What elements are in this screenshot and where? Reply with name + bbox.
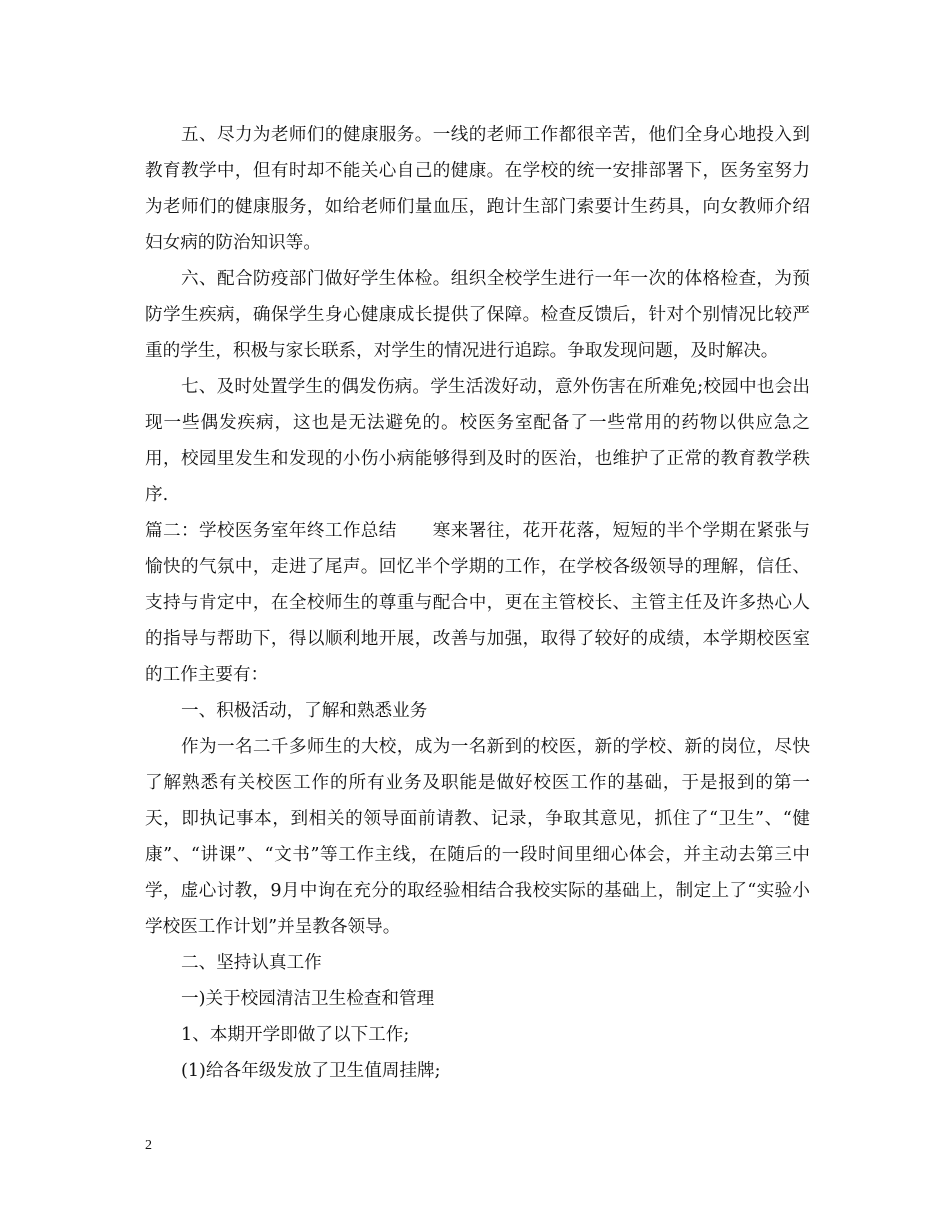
document-body: [145, 117, 810, 1089]
paragraph-5-teacher-health: 五、尽力为老师们的健康服务。一线的老师工作都很辛苦，他们全身心地投入到教育教学中，但有时却不能关心自己的健康。在学校的统一安排部署下，医务室努力为老师们的健康服务，如给老师们量血压，跑计生部门索要计生药具，向女教师介绍妇女病的防治知识等。: [145, 125, 810, 253]
paragraph-6-student-checkup: 六、配合防疫部门做好学生体检。组织全校学生进行一年一次的体格检查，为预防学生疾病，确保学生身心健康成长提供了保障。检查反馈后，针对个别情况比较严重的学生，积极与家长联系，对学生的情况进行追踪。争取发现问题，及时解决。: [145, 269, 810, 361]
paragraph-part-two-summary: 篇二：学校医务室年终工作总结 寒来署往，花开花落，短短的半个学期在紧张与愉快的气氛中，走进了尾声。回忆半个学期的工作，在学校各级领导的理解，信任、支持与肯定中，在全校师生的尊重与配合中，更在主管校长、主管主任及许多热心人的指导与帮助下，得以顺利地开展，改善与加强，取得了较好的成绩，本学期校医室的工作主要有：: [145, 521, 810, 685]
section-heading-2: 二、坚持认真工作: [181, 953, 322, 973]
paragraph-business-familiarization: 作为一名二千多师生的大校，成为一名新到的校医，新的学校、新的岗位，尽快了解熟悉有关校医工作的所有业务及职能是做好校医工作的基础，于是报到的第一天，即执记事本，到相关的领导面前请教、记录，争取其意见，抓住了“卫生”、“健康”、“讲课”、“文书”等工作主线，在随后的一段时间里细心体会，并主动去第三中学，虚心讨教，9月中询在充分的取经验相结合我校实际的基础上，制定上了“实验小学校医工作计划”并呈教各领导。: [145, 737, 810, 937]
page-number: 2: [145, 1138, 152, 1153]
subsection-heading-1: 一)关于校园清洁卫生检查和管理: [181, 989, 435, 1009]
paragraph-7-injury-handling: 七、及时处置学生的偶发伤病。学生活泼好动，意外伤害在所难免;校园中也会出现一些偶发疾病，这也是无法避免的。校医务室配备了一些常用的药物以供应急之用，校园里发生和发现的小伤小病能够得到及时的医治，也维护了正常的教育教学秩序.: [145, 377, 810, 505]
list-item-1-1: (1)给各年级发放了卫生值周挂牌;: [181, 1061, 441, 1081]
section-heading-1: 一、积极活动，了解和熟悉业务: [181, 701, 428, 721]
list-item-1: 1、本期开学即做了以下工作;: [181, 1025, 410, 1045]
